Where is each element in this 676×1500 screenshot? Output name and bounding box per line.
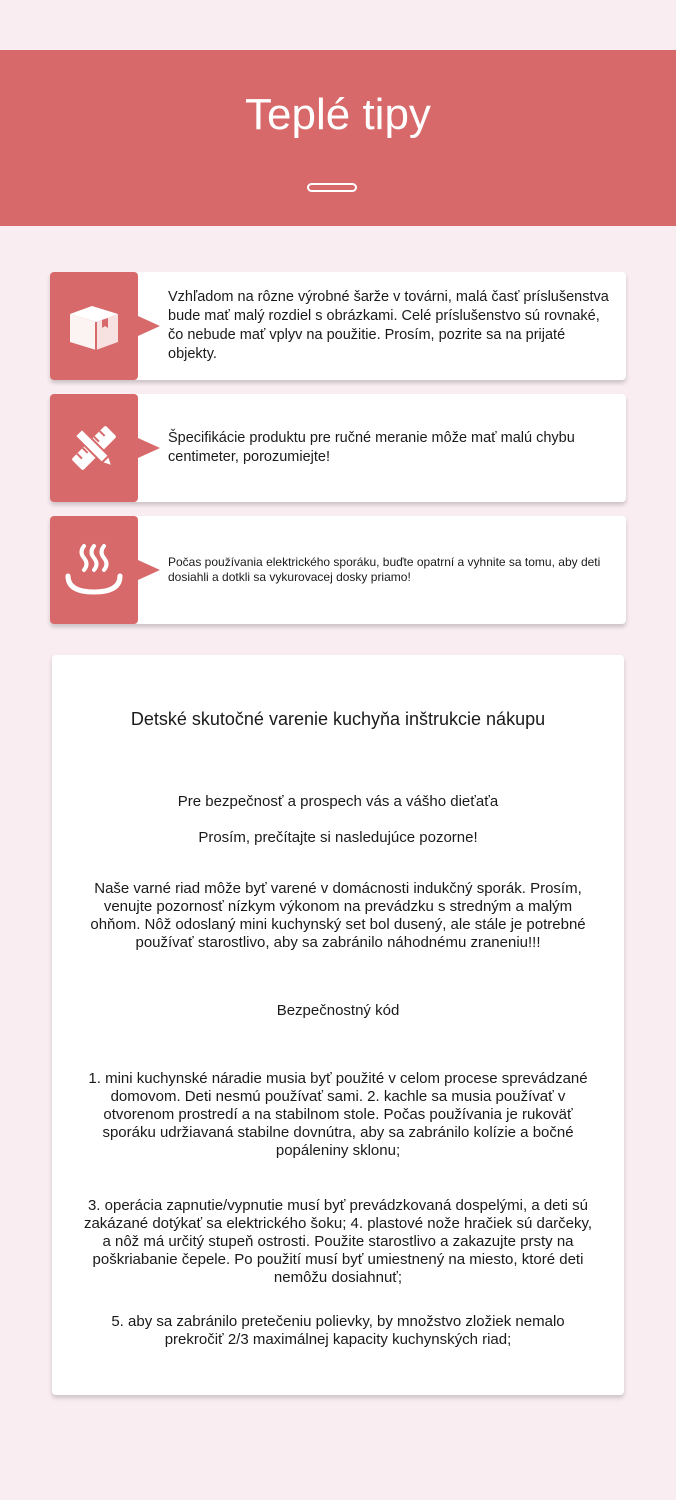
safety-rule-1: 1. mini kuchynské náradie musia byť použité v celom procese sprevádzané domovom. Deti nesmú používať sami. 2. kachle sa musia používať v otvorenom prostredí a na stabilnom stole. Počas používania je rukoväť sporáku udržiavaná stabilne dovnútra, aby sa zabránilo kolízie a bočné popáleniny sklonu; [88, 1070, 588, 1159]
tip-card-2 [50, 394, 626, 502]
package-box-icon [62, 294, 126, 358]
instructions-title: Detské skutočné varenie kuchyňa inštrukcie nákupu [130, 709, 546, 729]
instructions-subtitle-2: Prosím, prečítajte si nasledujúce pozorne! [198, 829, 478, 846]
tip-card-3 [50, 516, 626, 624]
tip-pointer-3 [138, 560, 160, 580]
pencil-ruler-icon [62, 416, 126, 480]
safety-rule-2: 3. operácia zapnutie/vypnutie musí byť prevádzkovaná dospelými, a deti sú zakázané dotýkať sa elektrického šoku; 4. plastové nože hračiek sú darčeky, a nôž má určitý stupeň ostrosti. Použite starostlivo a zakazujte prsty na poškriabanie čepele. Po použití musí byť umiestnený na miesto, ktoré deti nemôžu dosiahnuť; [83, 1197, 593, 1286]
safety-heading: Bezpečnostný kód [276, 1002, 400, 1019]
header-banner [0, 50, 676, 226]
tip-icon-box-1 [50, 272, 138, 380]
tip-text-2: Špecifikácie produktu pre ručné meranie môže mať malú chybu centimeter, porozumiejte! [168, 430, 575, 465]
instructions-subtitle-1: Pre bezpečnosť a prospech vás a vášho dieťaťa [177, 793, 499, 810]
title-underline-bar [307, 183, 357, 192]
tip-pointer-1 [138, 316, 160, 336]
safety-rule-3: 5. aby sa zabránilo pretečeniu polievky, by množstvo zložiek nemalo prekročiť 2/3 maximálnej kapacity kuchynských riad; [111, 1313, 565, 1348]
tip-icon-box-3 [50, 516, 138, 624]
hot-steam-bowl-icon [62, 538, 126, 602]
tip-text-1: Vzhľadom na rôzne výrobné šarže v továrni, malá časť príslušenstva bude mať malý rozdiel s obrázkami. Celé príslušenstvo sú rovnaké, čo nebude mať vplyv na použitie. Prosím, pozrite sa na prijaté objekty. [168, 289, 609, 362]
tip-text-3: Počas používania elektrického sporáku, buďte opatrní a vyhnite sa tomu, aby deti dosiahli a dotkli sa vykurovacej dosky priamo! [168, 555, 601, 584]
tip-card-1 [50, 272, 626, 380]
instructions-card [52, 655, 624, 1395]
tip-icon-box-2 [50, 394, 138, 502]
instructions-intro: Naše varné riad môže byť varené v domácnosti indukčný sporák. Prosím, venujte pozornosť nízkym výkonom na prevádzku s stredným a malým ohňom. Nôž odoslaný mini kuchynský set bol dusený, ale stále je potrebné používať starostlivo, aby sa zabránilo náhodnému zraneniu!!! [90, 880, 586, 951]
tip-pointer-2 [138, 438, 160, 458]
page-title: Teplé tipy [245, 90, 431, 139]
